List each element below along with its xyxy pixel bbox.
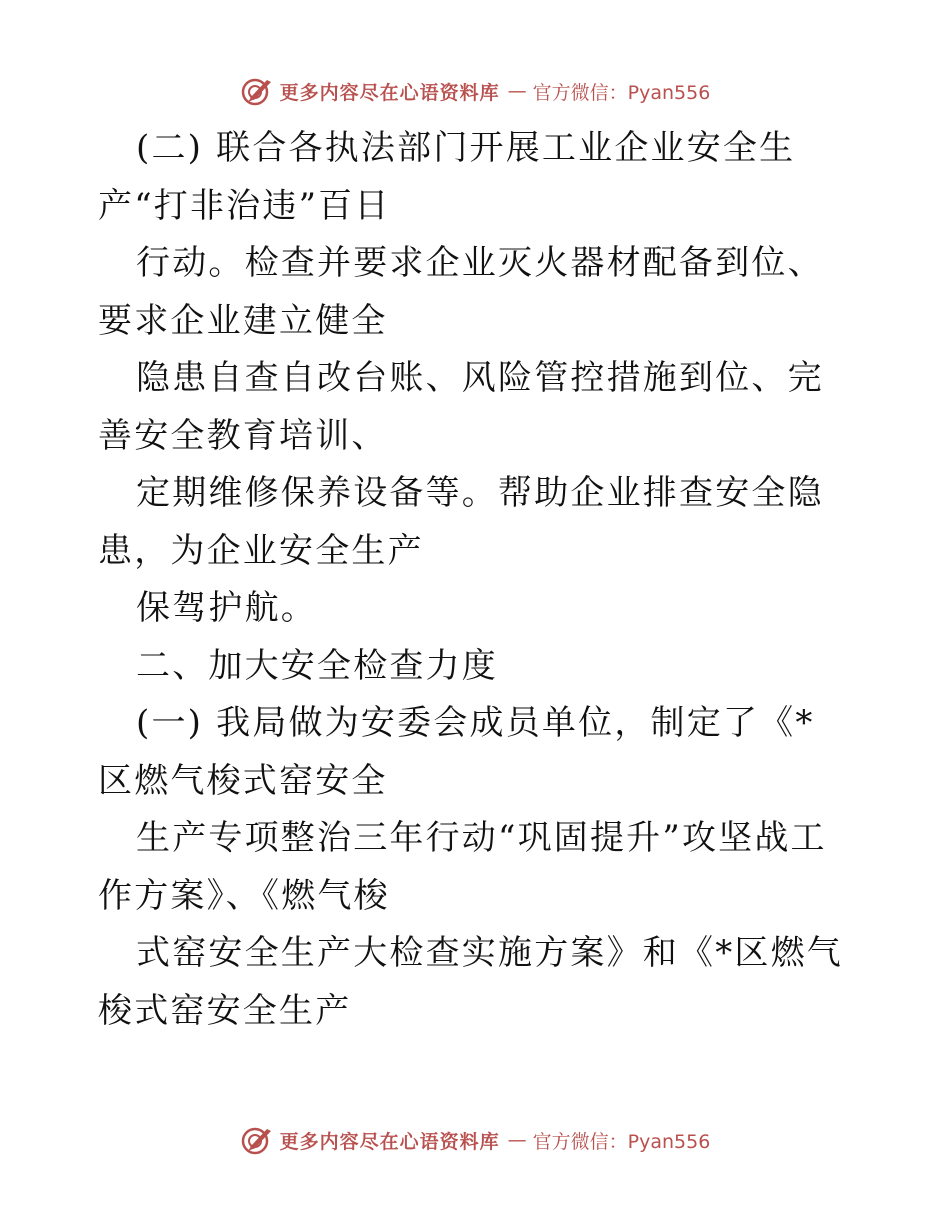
paragraph-4: 定期维修保养设备等。帮助企业排查安全隐患，为企业安全生产 <box>98 473 824 571</box>
header-brand-text: 更多内容尽在心语资料库 <box>279 81 500 104</box>
paragraph-2: 行动。检查并要求企业灭火器材配备到位、要求企业建立健全 <box>98 243 824 341</box>
paragraph-5: 保驾护航。 <box>136 588 317 628</box>
brand-logo-icon <box>240 76 274 106</box>
footer-brand-text: 更多内容尽在心语资料库 <box>279 1130 500 1153</box>
paragraph-8: 生产专项整治三年行动“巩固提升”攻坚战工作方案》、《燃气梭 <box>98 818 827 916</box>
footer-watermark-banner <box>0 1125 950 1155</box>
paragraph-7: (一) 我局做为安委会成员单位，制定了《*区燃气梭式窑安全 <box>98 703 815 801</box>
header-separator: — <box>507 80 525 102</box>
section-heading: 二、加大安全检查力度 <box>136 645 498 686</box>
paragraph-3: 隐患自查自改台账、风险管控措施到位、完善安全教育培训、 <box>98 358 824 456</box>
brand-logo-icon <box>240 1125 274 1155</box>
paragraph-9: 式窑安全生产大检查实施方案》和《*区燃气梭式窑安全生产 <box>98 933 843 1031</box>
header-watermark-banner <box>0 76 950 106</box>
header-contact-text: 官方微信：Pyan556 <box>532 81 711 104</box>
paragraph-1: (二) 联合各执法部门开展工业企业安全生产“打非治违”百日 <box>98 128 796 226</box>
footer-contact-text: 官方微信：Pyan556 <box>532 1130 711 1153</box>
document-body <box>98 120 850 1040</box>
footer-separator: — <box>507 1129 525 1151</box>
